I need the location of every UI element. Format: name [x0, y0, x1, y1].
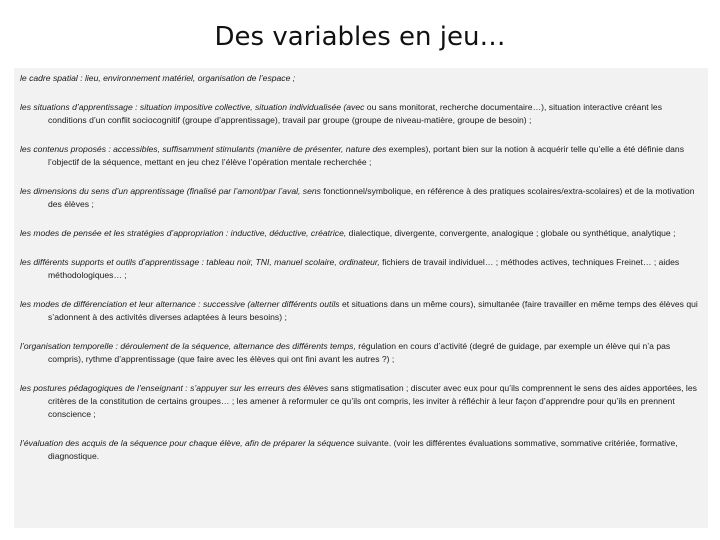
list-item [20, 340, 700, 366]
item-lead: l’organisation temporelle : déroulement de la séquence, alternance des différents temps, [20, 341, 356, 351]
list-item [20, 382, 700, 421]
list-item [20, 256, 700, 282]
list-item [20, 101, 700, 127]
item-lead: les postures pédagogiques de l’enseignant : s’appuyer sur les erreurs des élèves [20, 383, 329, 393]
item-text: ou sans monitorat, recherche documentaire…), situation interactive créant les conditions d’un conflit sociocognitif (groupe d’apprentissage), travail par groupe (groupe de niveau-matière, groupe de besoin) ; [48, 102, 663, 125]
variables-list [20, 72, 700, 463]
item-text: fonctionnel/symbolique, en référence à des pratiques scolaires/extra-scolaires) et de la motivation des élèves ; [48, 186, 695, 209]
item-lead: les dimensions du sens d’un apprentissage (finalisé par l’amont/par l’aval, sens [20, 186, 321, 196]
item-lead: le cadre spatial : lieu, environnement matériel, organisation de l’espace ; [20, 73, 296, 83]
item-text: fichiers de travail individuel… ; méthodes actives, techniques Freinet… ; aides méthodologiques… ; [48, 257, 680, 280]
item-lead: l’évaluation des acquis de la séquence pour chaque élève, afin de préparer la séquence [20, 438, 355, 448]
list-item [20, 437, 700, 463]
item-text: suivante. (voir les différentes évaluations sommative, sommative critériée, formative, diagnostique. [48, 438, 678, 461]
item-lead: les modes de différenciation et leur alternance : successive (alterner différents outils [20, 299, 340, 309]
item-lead: les contenus proposés : accessibles, suffisamment stimulants (manière de présenter, nature des [20, 144, 387, 154]
item-lead: les situations d’apprentissage : situation impositive collective, situation individualisée (avec [20, 102, 365, 112]
list-item [20, 72, 700, 85]
slide-title: Des variables en jeu… [214, 22, 506, 52]
item-text: régulation en cours d’activité (degré de guidage, par exemple un élève qui n’a pas compris), rythme d’apprentissage (que faire avec les élèves qui ont fini avant les autres ?) ; [48, 341, 671, 364]
item-text: exemples), portant bien sur la notion à acquérir telle qu’elle a été définie dans l’objectif de la séquence, mettant en jeu chez l’élève l’opération mentale recherchée ; [48, 144, 684, 167]
item-text: et situations dans un même cours), simultanée (faire travailler en même temps des élèves qui s’adonnent à des activités diverses adaptées à leurs besoins) ; [48, 299, 698, 322]
list-item [20, 298, 700, 324]
list-item [20, 227, 700, 240]
item-text: dialectique, divergente, convergente, analogique ; globale ou synthétique, analytique ; [346, 228, 676, 238]
list-item [20, 185, 700, 211]
list-item [20, 143, 700, 169]
item-lead: les différents supports et outils d’apprentissage : tableau noir, TNI, manuel scolaire, ordinateur, [20, 257, 380, 267]
item-lead: les modes de pensée et les stratégies d’appropriation : inductive, déductive, créatrice, [20, 228, 347, 238]
item-text: sans stigmatisation ; discuter avec eux pour qu’ils comprennent le sens des aides apportées, les critères de la constitution de certains groupes… ; les amener à reformuler ce qu’ils ont compris, les inviter à réfléchir à leur façon d’apprendre pour qu’ils en prennent conscience ; [48, 383, 697, 419]
